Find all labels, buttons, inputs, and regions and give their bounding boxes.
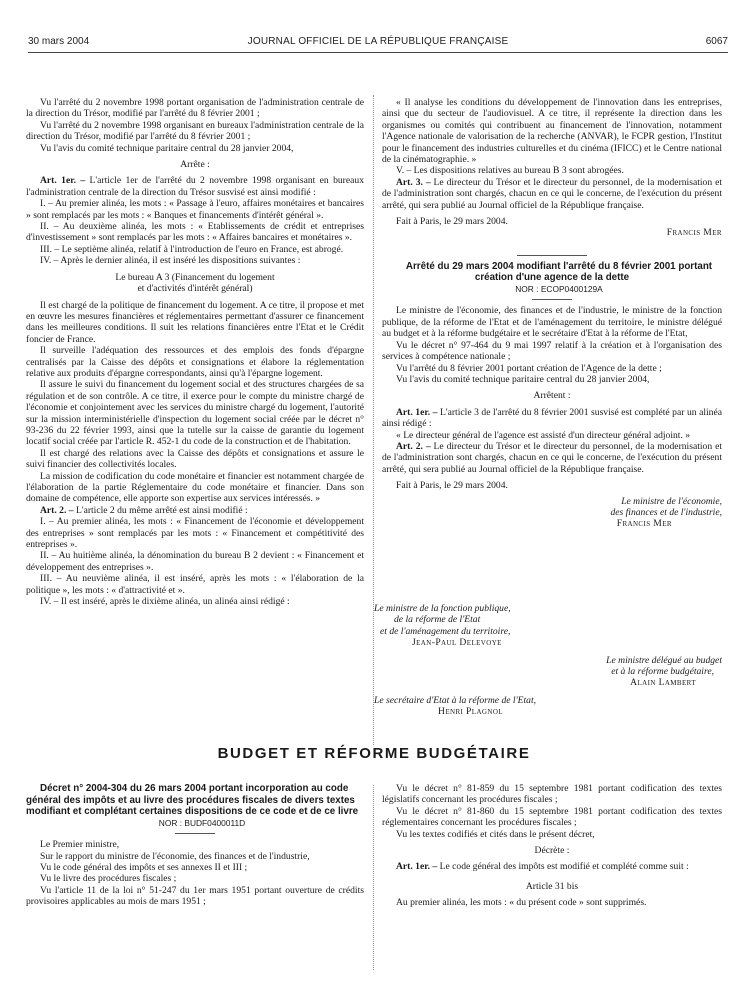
paragraph: Il surveille l'adéquation des ressources et des emplois des fonds d'épargne centralisés par la Caisse des dépôts et consignations et élabore la réglementation relative aux produits d'épargne correspondants, ainsi qu'à l'épargne logement. — [26, 345, 364, 379]
paragraph: III. – Au neuvième alinéa, il est inséré, après les mots : « l'élaboration de la politique », les mots : « d'attractivité et ». — [26, 573, 364, 596]
paragraph: IV. – Après le dernier alinéa, il est inséré les dispositions suivantes : — [40, 255, 301, 267]
paragraph: Sur le rapport du ministre de l'économie, des finances et de l'industrie, — [40, 850, 310, 862]
paragraph: Vu l'article 11 de la loi n° 51-247 du 1er mars 1951 portant ouverture de crédits provisoires applicables au mois de mars 1951 ; — [26, 884, 364, 908]
signatory-title: Le secrétaire d'Etat à la réforme de l'Etat, — [374, 694, 537, 706]
paragraph: Vu l'arrêté du 2 novembre 1998 portant organisation de l'administration centrale de la direction du Trésor, modifié par l'arrêté du 8 février 2001 ; — [26, 97, 364, 120]
decision-heading: Arrêtent : — [533, 390, 571, 402]
paragraph: « Le directeur général de l'agence est assisté d'un directeur général adjoint. » — [396, 429, 691, 441]
paragraph: IV. – Il est inséré, après le dixième alinéa, un alinéa ainsi rédigé : — [40, 596, 290, 608]
separator — [517, 255, 587, 256]
bureau-heading: Le bureau A 3 (Financement du logement — [115, 271, 275, 283]
paragraph: Il est chargé de la politique de financement du logement. A ce titre, il propose et met en œuvre les mesures financières et réglementaires permettant d'assurer ce financement dans les meilleures conditions. Il suit les relations financières entre l'Etat et le Crédit foncier de France. — [26, 299, 364, 345]
signatory-title: Le ministre délégué au budget — [606, 654, 722, 666]
header-journal-title: JOURNAL OFFICIEL DE LA RÉPUBLIQUE FRANÇAISE — [247, 36, 509, 47]
paragraph: Vu l'avis du comité technique paritaire central du 28 janvier 2004, — [40, 142, 294, 154]
article-3: Art. 3. – Le directeur du Trésor et le directeur du personnel, de la modernisation et de l'administration sont chargés, chacun en ce qui le concerne, de l'exécution du présent arrêté, qui sera publié au Journal officiel de la République française. — [382, 176, 722, 211]
column-top-left — [26, 97, 364, 607]
decree-title: Décret n° 2004-304 du 26 mars 2004 portant incorporation au code général des impôts et au livre des procédures fiscales de divers textes modifiant et complétant certaines dispositions de ce code et de ce livre — [26, 783, 359, 818]
header-date: 30 mars 2004 — [28, 36, 90, 47]
paragraph: Vu l'avis du comité technique paritaire central du 28 janvier 2004, — [396, 373, 650, 385]
signatory-name: Francis Mer — [616, 518, 672, 530]
signatory-name: Francis Mer — [666, 227, 722, 239]
column-bottom-left — [26, 783, 364, 908]
paragraph: Vu le décret n° 81-859 du 15 septembre 1981 portant codification des textes législatifs concernant les procédures fiscales ; — [382, 783, 722, 806]
paragraph: « Il analyse les conditions du développement de l'innovation dans les entreprises, ainsi que du secteur de l'audiovisuel. A ce titre, il représente la direction dans les organismes ou comités qui contribuent au financement de l'innovation, notamment l'Agence nationale de valorisation de la recherche (ANVAR), le FCPR gestion, l'Institut pour le financement des industries culturelles et du cinéma (IFICC) et le Centre national de la cinématographie. » — [382, 97, 722, 166]
signature-block — [374, 603, 722, 718]
paragraph: I. – Au premier alinéa, les mots : « Passage à l'euro, affaires monétaires et bancaires » sont remplacés par les mots : « Banques et financements d'intérêt général ». — [26, 198, 364, 221]
paragraph: Vu le livre des procédures fiscales ; — [40, 873, 177, 885]
paragraph: Vu l'arrêté du 8 février 2001 portant création de l'Agence de la dette ; — [396, 362, 662, 374]
paragraph: Il assure le suivi du financement du logement social et des structures chargées de sa régulation et de son contrôle. A ce titre, il exerce pour le compte du ministre chargé de l'économie et conjointement avec les services du ministre chargé du logement, l'autorité sur la mission interministérielle d'inspection du logement social créée par le décret n° 93-236 du 22 février 1993, ainsi que la tutelle sur la caisse de garantie du logement locatif social créée par l'article R. 452-1 du code de la construction et de l'habitation. — [26, 379, 364, 448]
decision-heading: Décrète : — [534, 845, 570, 857]
signatory-title: Le ministre de l'économie, — [621, 495, 722, 507]
article-1: Art. 1er. – L'article 1er de l'arrêté du 2 novembre 1998 organisant en bureaux l'administration centrale de la direction du Trésor susvisé est ainsi modifié : — [26, 175, 364, 198]
article-1: Art. 1er. – Le code général des impôts est modifié et complété comme suit : — [396, 861, 689, 873]
signature-place-date: Fait à Paris, le 29 mars 2004. — [396, 480, 508, 492]
page-header — [28, 36, 728, 53]
column-top-right — [382, 97, 722, 530]
paragraph: Le Premier ministre, — [40, 839, 120, 851]
paragraph: Au premier alinéa, les mots : « du présent code » sont supprimés. — [396, 897, 647, 909]
paragraph: La mission de codification du code monétaire et financier est notamment chargée de l'élaboration de la partie Réglementaire du code monétaire et financier. Dans son domaine de compétence, elle apporte son expertise aux services intéressés. » — [26, 470, 364, 505]
separator — [175, 833, 215, 834]
paragraph: Vu le décret n° 97-464 du 9 mai 1997 relatif à la création et à l'organisation des services à compétence nationale ; — [382, 339, 722, 363]
paragraph: Vu les textes codifiés et cités dans le présent décret, — [396, 828, 595, 840]
nor-reference: NOR : ECOP0400129A — [515, 284, 603, 295]
column-divider — [373, 785, 374, 970]
signatory-name: Alain Lambert — [630, 677, 696, 689]
signatory-title: et de l'aménagement du territoire, — [380, 625, 511, 637]
nor-reference: NOR : BUDF0400011D — [158, 817, 246, 828]
signatory-title: Le ministre de la fonction publique, — [374, 603, 511, 614]
column-divider — [373, 95, 374, 745]
signatory-title: de la réforme de l'Etat — [394, 614, 481, 626]
article-2: Art. 2. – Le directeur du Trésor et le directeur du personnel, de la modernisation et de l'administration sont chargés, chacun en ce qui le concerne, de l'exécution du présent arrêté, qui sera publié au Journal officiel de la République française. — [382, 440, 722, 475]
paragraph: III. – Le septième alinéa, relatif à l'introduction de l'euro en France, est abrogé. — [40, 243, 344, 255]
signatory-title: des finances et de l'industrie, — [610, 506, 722, 518]
signature-place-date: Fait à Paris, le 29 mars 2004. — [396, 216, 508, 228]
paragraph: Le ministre de l'économie, des finances et de l'industrie, le ministre de la fonction publique, de la réforme de l'Etat et de l'aménagement du territoire, le ministre délégué au budget et à la réforme budgétaire et le secrétaire d'Etat à la réforme de l'Etat, — [382, 305, 722, 340]
paragraph: V. – Les dispositions relatives au bureau B 3 sont abrogées. — [396, 165, 624, 177]
paragraph: Vu l'arrêté du 2 novembre 1998 organisant en bureaux l'administration centrale de la direction du Trésor, modifié par l'arrêté du 8 février 2001 ; — [26, 119, 364, 143]
paragraph: II. – Au huitième alinéa, la dénomination du bureau B 2 devient : « Financement et développement des entreprises ». — [26, 550, 364, 573]
section-title: BUDGET ET RÉFORME BUDGÉTAIRE — [217, 745, 531, 762]
separator — [532, 299, 572, 300]
signatory-title: et à la réforme budgétaire, — [611, 666, 714, 678]
paragraph: II. – Au deuxième alinéa, les mots : « Etablissements de crédit et entreprises d'investissement » sont remplacés par les mots : « Affaires bancaires et monétaires ». — [26, 221, 364, 244]
paragraph: Il est chargé des relations avec la Caisse des dépôts et consignations et assure le suivi financier des collectivités locales. — [26, 447, 364, 471]
article-1: Art. 1er. – L'article 3 de l'arrêté du 8 février 2001 susvisé est complété par un alinéa ainsi rédigé : — [382, 406, 722, 430]
paragraph: Vu le décret n° 81-860 du 15 septembre 1981 portant codification des textes réglementaires concernant les procédures fiscales ; — [382, 805, 722, 829]
article-2: Art. 2. – L'article 2 du même arrêté est ainsi modifié : — [40, 504, 248, 516]
paragraph: I. – Au premier alinéa, les mots : « Financement de l'économie et développement des entreprises » sont remplacés par les mots : « Financement et compétitivité des entreprises ». — [26, 516, 364, 551]
signatory-name: Jean-Paul Delevoye — [412, 637, 502, 649]
article-heading: Article 31 bis — [525, 880, 579, 892]
header-page-number: 6067 — [705, 36, 728, 47]
bureau-heading: et d'activités d'intérêt général) — [137, 283, 253, 295]
signatory-name: Henri Plagnol — [438, 706, 503, 718]
decision-heading: Arrête : — [180, 159, 210, 171]
decree-title: Arrêté du 29 mars 2004 modifiant l'arrêté du 8 février 2001 portant création d'une agence de la dette — [405, 260, 713, 284]
paragraph: Vu le code général des impôts et ses annexes II et III ; — [40, 862, 248, 873]
column-bottom-right — [382, 783, 722, 909]
